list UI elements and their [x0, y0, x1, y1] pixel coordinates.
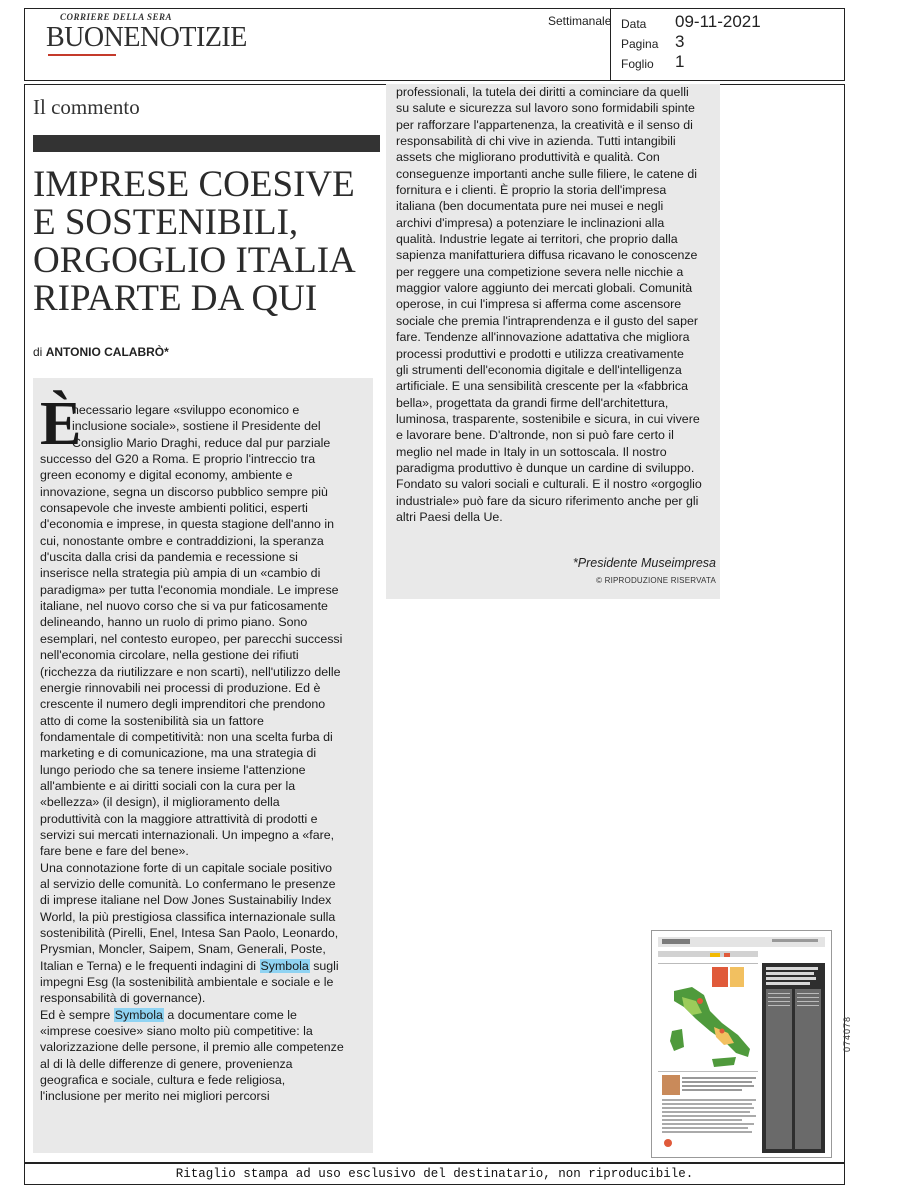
text-line: sostenibilità (Pirelli, Enel, Intesa San Paolo, Leonardo, [40, 926, 339, 940]
text-line: per rafforzare l'appartenenza, la creatività e il senso di [396, 117, 693, 132]
text-line: altri Paesi della Ue. [396, 509, 503, 524]
text-line: «imprese coesive» siano molto più competitive: la [40, 1024, 313, 1039]
dropcap-letter: È [40, 390, 82, 458]
text-line: italiane, nel nuovo corso che si va pur faticosamente [40, 599, 328, 614]
text-line: archivi d'impresa) a potenziare le inclinazioni alla [396, 215, 665, 230]
foglio-label: Foglio [621, 57, 654, 71]
pagina-value: 3 [675, 32, 685, 51]
text-line: meglio nel made in Italy in un sottoscala. Il nostro [396, 444, 667, 459]
text-line: esemplari, nel contesto europeo, per parecchi successi [40, 631, 343, 646]
masthead-part2: NOTIZIE [139, 22, 247, 53]
headline [33, 166, 383, 318]
text-line: fondamentale di competitività: non una scelta furba di [40, 729, 333, 744]
text-line: su salute e sicurezza sul lavoro sono formidabili spinte [396, 101, 695, 116]
article-column-2 [396, 84, 718, 525]
text-line: processi produttivi e prodotti e utilizza creativamente [396, 346, 684, 361]
text-line: marketing e di comunicazione, ma una strategia di [40, 746, 317, 761]
footer-notice: Ritaglio stampa ad uso esclusivo del destinatario, non riproducibile. [24, 1163, 845, 1185]
text-line: conseguenze importanti anche sulle filiere, le catene di [396, 166, 697, 181]
text-line: al servizio delle comunità. Lo confermano le presenze [40, 876, 336, 891]
headline-line: RIPARTE DA QUI [33, 278, 318, 319]
text-line: delineando, hanno un ruolo di primo piano. Sono [40, 615, 308, 630]
byline-prefix: di [33, 345, 43, 359]
text-line: lungo periodo che sa tenere insieme l'attenzione [40, 762, 306, 777]
text-line: per reggere una competizione severa nelle nicchie a [396, 264, 684, 279]
text-line: responsabilità di chi vive in azienda. Tutti intangibili [396, 134, 676, 149]
highlighted-term: Symbola [114, 1007, 163, 1022]
headline-line: ORGOGLIO ITALIA [33, 240, 356, 281]
text-line: di imprese italiane nel Dow Jones Sustainabiliy Index [40, 893, 332, 908]
text-line: innovazione, segna un discorso pubblico sempre più [40, 484, 328, 499]
text-line: all'ambiente e ai diritti sociali con la cura per la [40, 778, 296, 793]
highlighted-term: Symbola [260, 958, 309, 973]
frequency-label: Settimanale [548, 14, 612, 28]
text-line: paradigma produttivo è dunque un cardine di sviluppo. [396, 460, 695, 475]
pagina-label: Pagina [621, 37, 659, 51]
text-line: Italian e Terna) e le frequenti indagini di Symbola sugli [40, 958, 339, 973]
metadata-box [610, 8, 845, 81]
text-line: d'uscita dalla crisi da pandemia e recessione si [40, 550, 298, 565]
section-rule [33, 135, 380, 152]
text-line: industriale» può fare da sicuro riferimento anche per gli [396, 493, 699, 508]
text-line: e lavorare bene. D'altronde, non si può fare certo il [396, 428, 674, 443]
copyright-notice: © RIPRODUZIONE RISERVATA [596, 576, 716, 585]
text-line: World, la più prestigiosa classifica internazionale sulla [40, 909, 336, 924]
masthead-part1: BUONE [46, 22, 140, 53]
masthead-accent-line [48, 54, 116, 56]
text-line: sociale che premia l'intraprendenza e il gusto del saper [396, 313, 698, 328]
text-line: assets che migliorano produttività e qualità. Con [396, 150, 660, 165]
author-name: ANTONIO CALABRÒ* [45, 345, 169, 359]
text-line: operose, in cui l'impresa si afferma come ascensore [396, 297, 682, 312]
text-line: produttività con la maggiore attrattività di prodotti e [40, 811, 318, 826]
byline [33, 345, 169, 359]
text-line: geografica e sociale, cultura e fede religiosa, [40, 1073, 286, 1088]
text-line: nell'economia circolare, nella gestione dei rifiuti [40, 648, 299, 663]
text-line: inserisce nella strategia più ampia di un «cambio di [40, 566, 321, 581]
text-line: energie rinnovabili nei processi di produzione. Ed è [40, 680, 321, 695]
text-line: green economy e digital economy, ambiente e [40, 468, 293, 483]
headline-line: IMPRESE COESIVE [33, 164, 355, 205]
text-line: impegni Esg (la sostenibilità ambientale e sociale e le [40, 975, 334, 990]
page-thumbnail [651, 930, 832, 1158]
text-line: servizi sui mercati internazionali. Un impegno a «fare, [40, 827, 335, 842]
text-line: l'inclusione per merito nei migliori percorsi [40, 1089, 270, 1104]
text-line: «bellezza» (il design), il miglioramento della [40, 795, 280, 810]
text-line: bella», progettata da grandi firme dell'architettura, [396, 395, 669, 410]
page-thumbnail-image [652, 931, 831, 1157]
masthead-logo [46, 22, 247, 54]
text-line: professionali, la tutela dei diritti a cominciare da quelli [396, 85, 689, 99]
text-line: Fondato su valori sociali e culturali. E il nostro «orgoglio [396, 477, 702, 492]
section-label: Il commento [33, 95, 140, 119]
text-line: Prysmian, Moncler, Saipem, Snam, Generali, Poste, [40, 942, 326, 957]
text-line: cui, nonostante ombre e contraddizioni, la speranza [40, 533, 324, 548]
publisher-name: CORRIERE DELLA SERA [60, 12, 173, 22]
text-line: Ed è sempre Symbola a documentare come le [40, 1007, 297, 1022]
text-line: (ricchezza da riutilizzare e non scarti), nell'utilizzo delle [40, 664, 341, 679]
foglio-value: 1 [675, 52, 685, 71]
text-line: successo del G20 a Roma. E proprio l'intreccio tra [40, 452, 316, 467]
text-line: necessario legare «sviluppo economico e [72, 403, 300, 417]
article-column-1 [40, 402, 372, 1105]
document-code: 074078 [842, 1015, 852, 1052]
text-line: d'economia e imprese, in questa stagione dell'anno in [40, 517, 335, 532]
text-line: inclusione sociale», sostiene il Presidente del [72, 419, 321, 434]
text-line: responsabilità di governance). [40, 991, 206, 1006]
text-line: luminosa, trasparente, sostenibile e sicura, in cui vivere [396, 411, 700, 426]
text-line: al di là delle differenze di genere, provenienza [40, 1056, 293, 1071]
headline-line: E SOSTENIBILI, [33, 202, 299, 243]
text-line: fare. Tendenze all'innovazione adattativa che migliora [396, 330, 690, 345]
text-line: qualità. Industrie legate ai territori, che proprio dalla [396, 232, 678, 247]
text-line: Una connotazione forte di un capitale sociale positivo [40, 860, 333, 875]
data-value: 09-11-2021 [675, 12, 761, 31]
text-line: maggior valore aggiunto dei mercati globali. Comunità [396, 281, 693, 296]
text-line: atto di come la sostenibilità sia un fattore [40, 713, 264, 728]
author-signature: *Presidente Museimpresa [572, 556, 716, 570]
text-line: valorizzazione delle persone, il premio alle competenze [40, 1040, 344, 1055]
data-label: Data [621, 17, 647, 31]
text-line: consapevole che investe ambienti politici, esperti [40, 501, 308, 516]
text-line: artificiale. E una sensibilità crescente per la «fabbrica [396, 379, 689, 394]
text-line: paradigma» per tutta l'economia mondiale. Le imprese [40, 582, 339, 597]
text-line: italiana (ben documentata pure nei musei e negli [396, 199, 664, 214]
text-line: fornitura e i clienti. È proprio la storia dell'impresa [396, 183, 667, 198]
text-line: crescente il numero degli imprenditori che prendono [40, 697, 326, 712]
text-line: Consiglio Mario Draghi, reduce dal pur parziale [72, 435, 331, 450]
text-line: fare bene e fare del bene». [40, 844, 189, 859]
text-line: sapienza manifatturiera diffusa ricavano le conoscenze [396, 248, 698, 263]
text-line: gli strumenti dell'economia digitale e dell'intelligenza [396, 362, 682, 377]
